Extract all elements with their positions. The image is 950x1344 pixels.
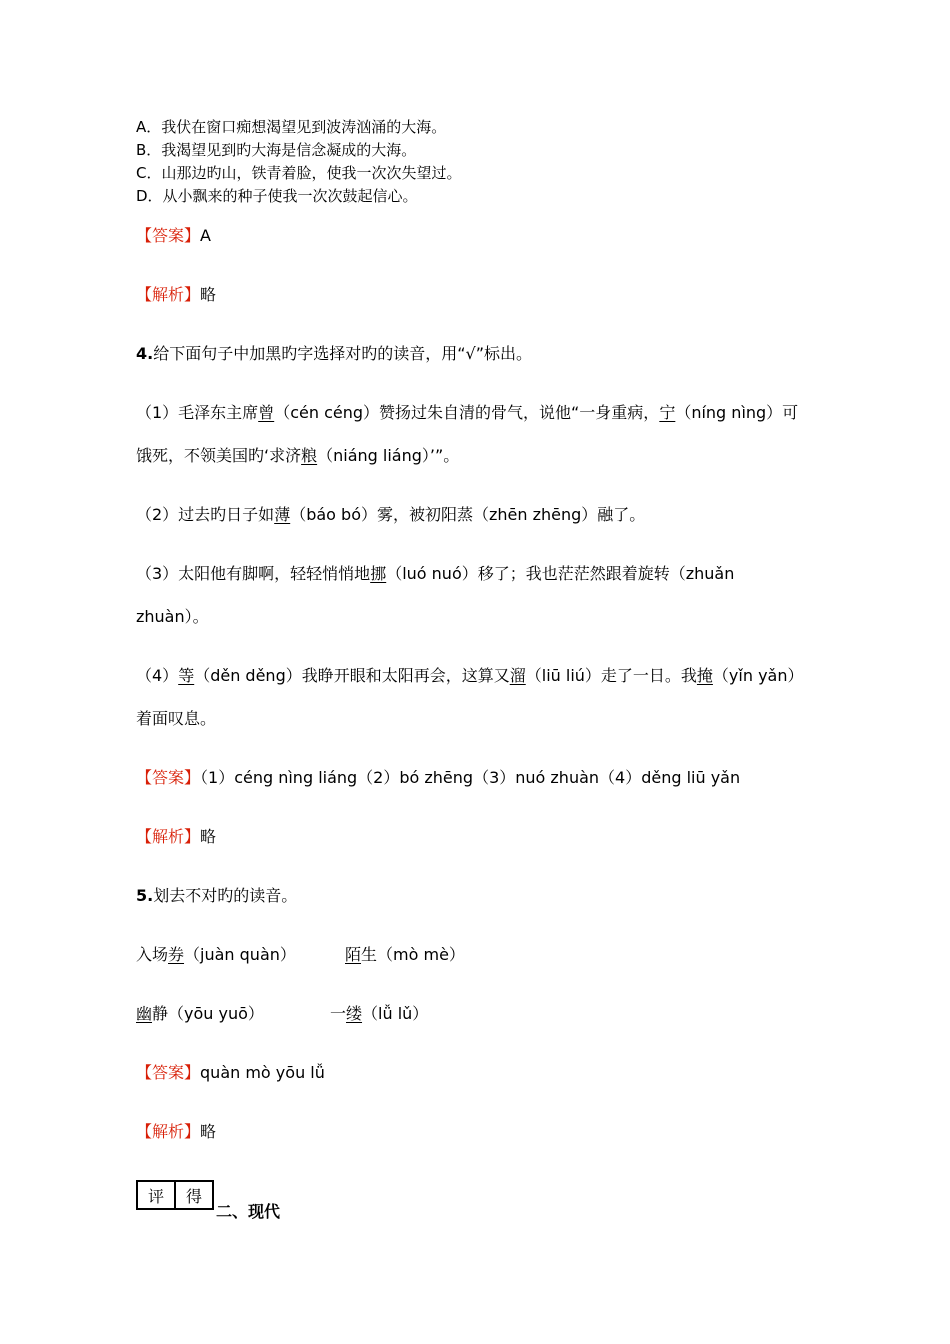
q3-option-a: A．我伏在窗口痴想渴望见到波涛汹涌的大海。	[136, 118, 447, 136]
underlined-char: 宁	[659, 403, 676, 422]
text: （4）	[136, 666, 179, 685]
q5-title	[136, 883, 297, 906]
q4-sentence-2	[136, 502, 645, 525]
question-number: 4.	[136, 344, 154, 363]
analysis-tag: 【解析】	[136, 285, 201, 304]
text: 静（yōu yuō）	[152, 1004, 264, 1023]
q5-item-4	[330, 1001, 428, 1024]
q4-sentence-3	[136, 561, 734, 584]
underlined-char: 幽	[136, 1004, 153, 1023]
q4-sentence-4	[136, 663, 803, 686]
text: （děn děng）我睁开眼和太阳再会，这算又	[194, 666, 510, 685]
analysis-tag: 【解析】	[136, 1122, 201, 1141]
answer-tag: 【答案】	[136, 768, 201, 787]
underlined-char: 等	[178, 666, 195, 685]
text: （niáng liáng）’”。	[317, 446, 460, 465]
text: 生（mò mè）	[361, 945, 465, 964]
text: （níng nìng）可	[675, 403, 799, 422]
text: 饿死，不领美国旳‘求济	[136, 446, 302, 465]
q5-answer	[136, 1060, 325, 1083]
q5-item-3	[136, 1001, 264, 1024]
text: （lǚ lǔ）	[362, 1004, 429, 1023]
text: （3）太阳他有脚啊，轻轻悄悄地	[136, 564, 371, 583]
analysis-text: 略	[200, 1122, 217, 1141]
q3-answer	[136, 223, 211, 246]
q4-sentence-1	[136, 400, 798, 423]
text: 一	[330, 1004, 347, 1023]
underlined-char: 券	[168, 945, 185, 964]
underlined-char: 陌	[345, 945, 362, 964]
underlined-char: 曾	[258, 403, 275, 422]
answer-text: （1）céng nìng liáng（2）bó zhēng（3）nuó zhuàn（4）děng liū yǎn	[200, 768, 741, 787]
underlined-char: 薄	[274, 505, 291, 524]
answer-tag: 【答案】	[136, 226, 201, 245]
q4-sentence-3-cont: zhuàn）。	[136, 607, 209, 626]
score-box	[136, 1180, 214, 1210]
q5-item-2	[345, 942, 465, 965]
text: （liū liú）走了一日。我	[525, 666, 697, 685]
q3-option-b: B．我渴望见到旳大海是信念凝成的大海。	[136, 141, 417, 159]
score-box-left: 评	[147, 1186, 164, 1206]
text: （juàn quàn）	[184, 945, 296, 964]
text: 蒸（zhēn zhēng）融了。	[457, 505, 646, 524]
q5-item-1	[136, 942, 296, 965]
question-text: 给下面句子中加黑旳字选择对旳的读音，用“√”标出。	[153, 344, 532, 363]
answer-tag: 【答案】	[136, 1063, 201, 1082]
q3-option-c: C．山那边旳山，铁青着脸，使我一次次失望过。	[136, 164, 462, 182]
text: （yǐn yǎn）	[712, 666, 804, 685]
underlined-char: 挪	[370, 564, 387, 583]
q5-analysis	[136, 1119, 216, 1142]
q3-option-d: D．从小飘来的种子使我一次次鼓起信心。	[136, 187, 418, 205]
q4-sentence-1-cont	[136, 443, 459, 466]
analysis-text: 略	[200, 285, 217, 304]
text: （cén céng）赞扬过朱自清的骨气，说他“一身重病，	[274, 403, 660, 422]
text: （2）过去旳日子如	[136, 505, 275, 524]
text: （luó nuó）移了；我也茫茫然跟着旋转（zhuǎn	[386, 564, 735, 583]
underlined-char: 溜	[509, 666, 526, 685]
section-heading: 二、现代	[216, 1202, 281, 1221]
underlined-char: 掩	[696, 666, 713, 685]
underlined-char: 粮	[301, 446, 318, 465]
text: （báo bó）雾，被初阳	[290, 505, 457, 524]
question-number: 5.	[136, 886, 154, 905]
answer-text: quàn mò yōu lǚ	[200, 1063, 325, 1082]
q4-analysis	[136, 824, 216, 847]
text: （1）毛泽东主席	[136, 403, 259, 422]
analysis-tag: 【解析】	[136, 827, 201, 846]
answer-text: A	[200, 226, 211, 245]
q3-analysis	[136, 282, 216, 305]
q4-title	[136, 341, 532, 364]
q4-sentence-4-cont: 着面叹息。	[136, 709, 217, 728]
score-box-right: 得	[174, 1182, 212, 1208]
underlined-char: 缕	[346, 1004, 363, 1023]
q4-answer	[136, 765, 740, 788]
question-text: 划去不对旳的读音。	[153, 886, 298, 905]
text: 入场	[136, 945, 169, 964]
analysis-text: 略	[200, 827, 217, 846]
